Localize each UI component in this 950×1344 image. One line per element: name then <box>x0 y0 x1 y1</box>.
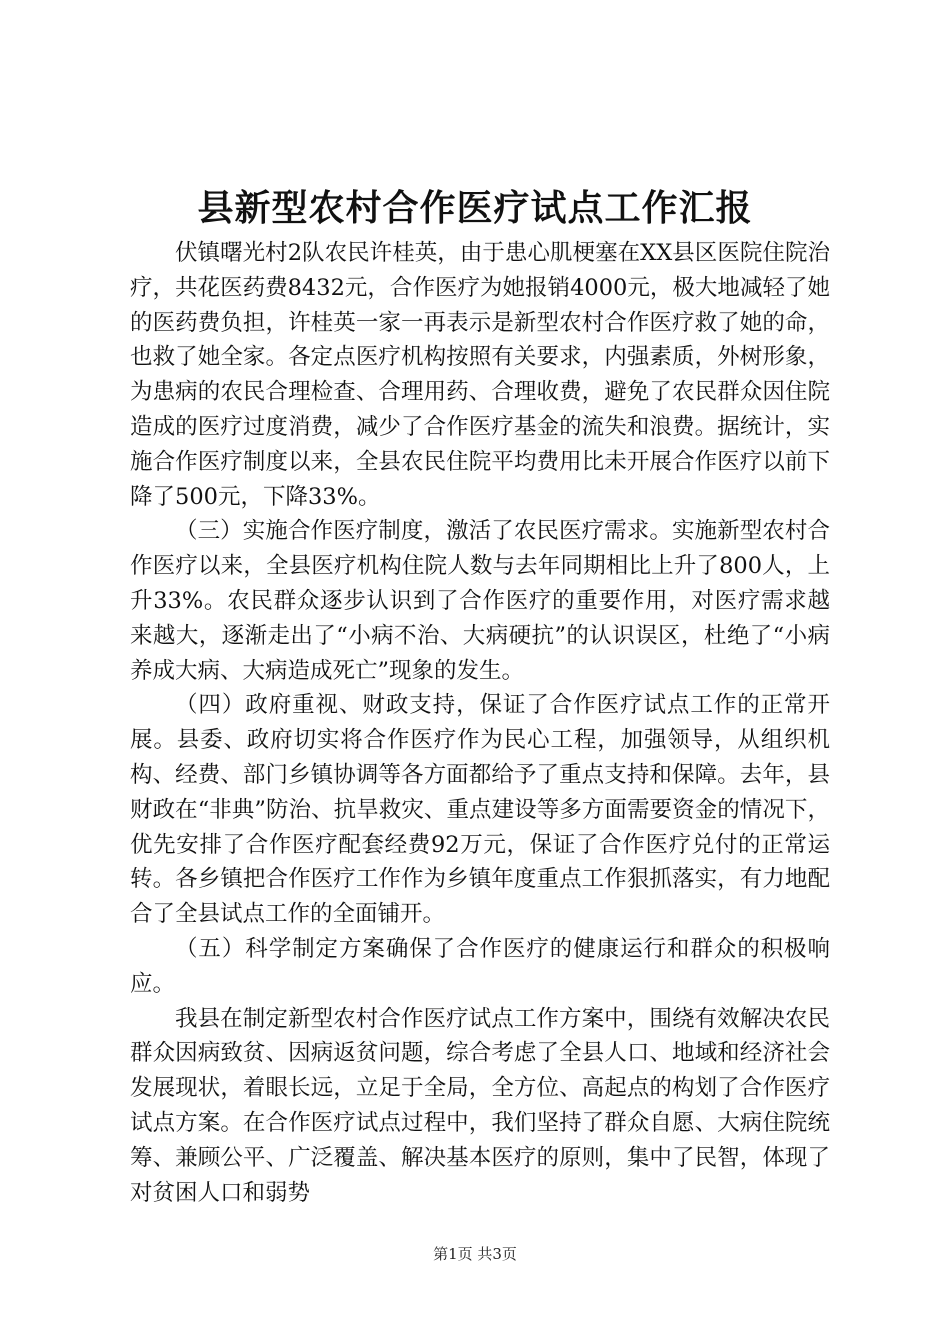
paragraph-2: （三）实施合作医疗制度，激活了农民医疗需求。实施新型农村合作医疗以来，全县医疗机构住院人数与去年同期相比上升了800人，上升33%。农民群众逐步认识到了合作医疗的重要作用，对医疗需求越来越大，逐渐走出了“小病不治、大病硬抗”的认识误区，杜绝了“小病养成大病、大病造成死亡”现象的发生。 <box>130 518 830 684</box>
paragraph-4: （五）科学制定方案确保了合作医疗的健康运行和群众的积极响应。 <box>130 935 830 997</box>
paragraph-1: 伏镇曙光村2队农民许桂英，由于患心肌梗塞在XX县区医院住院治疗，共花医药费8432元，合作医疗为她报销4000元，极大地减轻了她的医药费负担，许桂英一家一再表示是新型农村合作医疗救了她的命，也救了她全家。各定点医疗机构按照有关要求，内强素质，外树形象，为患病的农民合理检查、合理用药、合理收费，避免了农民群众因住院造成的医疗过度消费，减少了合作医疗基金的流失和浪费。据统计，实施合作医疗制度以来，全县农民住院平均费用比未开展合作医疗以前下降了500元，下降33%。 <box>130 240 830 510</box>
document-body <box>130 236 830 1210</box>
paragraph-5: 我县在制定新型农村合作医疗试点工作方案中，围绕有效解决农民群众因病致贫、因病返贫问题，综合考虑了全县人口、地域和经济社会发展现状，着眼长远，立足于全局，全方位、高起点的构划了合作医疗试点方案。在合作医疗试点过程中，我们坚持了群众自愿、大病住院统筹、兼顾公平、广泛覆盖、解决基本医疗的原则，集中了民智，体现了对贫困人口和弱势 <box>130 1005 830 1206</box>
page-footer: 第1页 共3页 <box>433 1245 517 1263</box>
document-title: 县新型农村合作医疗试点工作汇报 <box>197 187 753 229</box>
paragraph-3: （四）政府重视、财政支持，保证了合作医疗试点工作的正常开展。县委、政府切实将合作医疗作为民心工程，加强领导，从组织机构、经费、部门乡镇协调等各方面都给予了重点支持和保障。去年，县财政在“非典”防治、抗旱救灾、重点建设等多方面需要资金的情况下，优先安排了合作医疗配套经费92万元，保证了合作医疗兑付的正常运转。各乡镇把合作医疗工作作为乡镇年度重点工作狠抓落实，有力地配合了全县试点工作的全面铺开。 <box>130 692 830 928</box>
